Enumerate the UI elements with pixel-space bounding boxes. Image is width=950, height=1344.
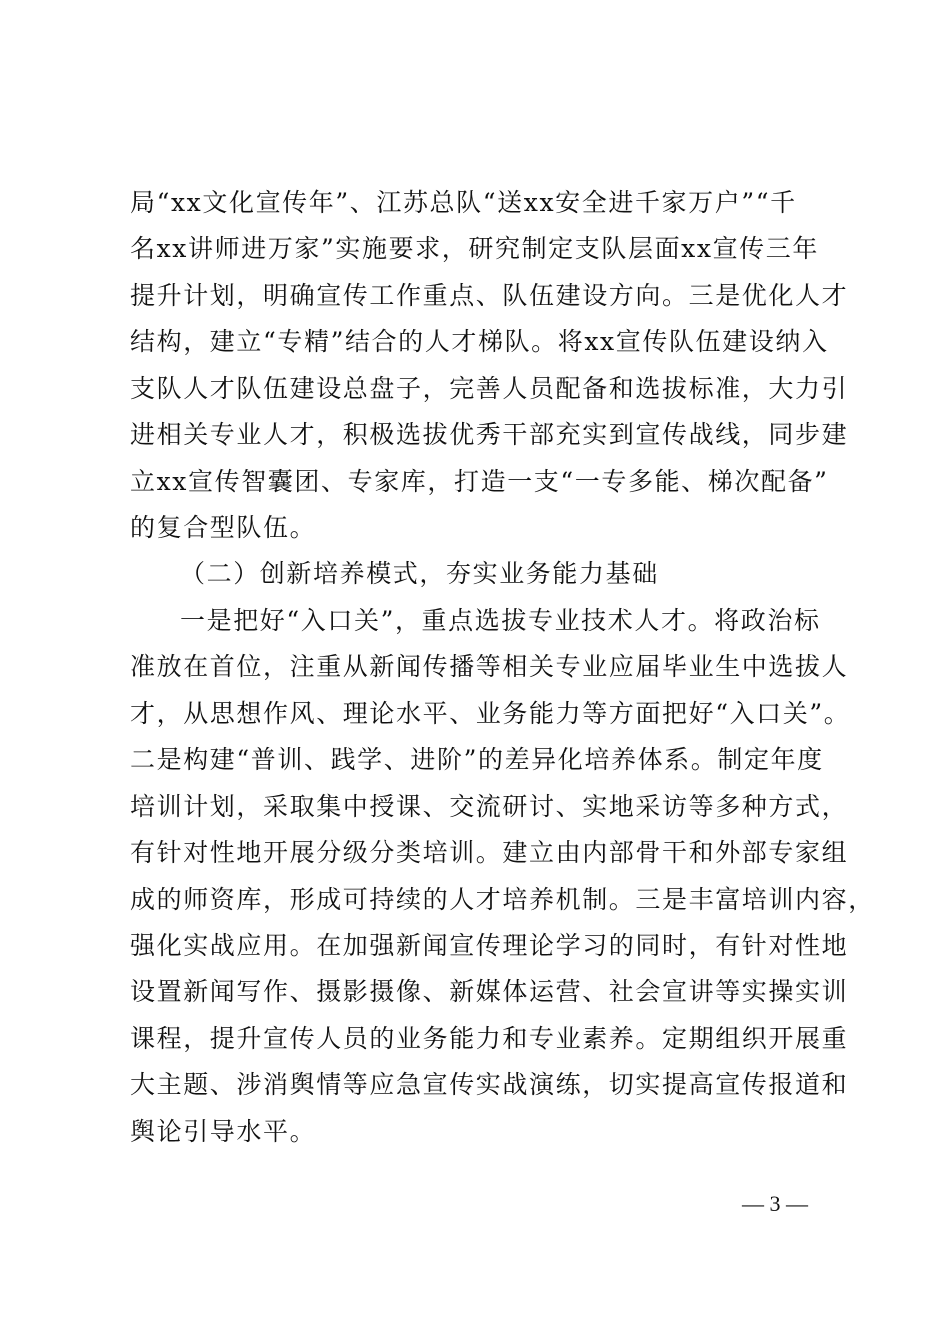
paragraph-line: 课程，提升宣传人员的业务能力和专业素养。定期组织开展重 [130, 1024, 849, 1053]
paragraph-line: 才，从思想作风、理论水平、业务能力等方面把好“入口关”。 [130, 699, 851, 728]
paragraph-line: 支队人才队伍建设总盘子，完善人员配备和选拔标准，大力引 [130, 374, 849, 403]
paragraph-line: 名xx讲师进万家”实施要求，研究制定支队层面xx宣传三年 [130, 234, 819, 263]
paragraph-line: 二是构建“普训、践学、进阶”的差异化培养体系。制定年度 [130, 745, 824, 774]
paragraph-line: 准放在首位，注重从新闻传播等相关专业应届毕业生中选拔人 [130, 652, 849, 681]
paragraph-line: 的复合型队伍。 [130, 513, 317, 542]
paragraph-line: 强化实战应用。在加强新闻宣传理论学习的同时，有针对性地 [130, 931, 849, 960]
paragraph-line: 设置新闻写作、摄影摄像、新媒体运营、社会宣讲等实操实训 [130, 977, 849, 1006]
paragraph-line: 培训计划，采取集中授课、交流研讨、实地采访等多种方式， [130, 792, 849, 821]
paragraph-line: 舆论引导水平。 [130, 1117, 317, 1146]
page-number: — 3 — [742, 1191, 808, 1216]
paragraph-line: 局“xx文化宣传年”、江苏总队“送xx安全进千家万户”“千 [130, 188, 797, 217]
paragraph-line: 一是把好“入口关”，重点选拔专业技术人才。将政治标 [180, 606, 821, 635]
paragraph-line: 结构，建立“专精”结合的人才梯队。将xx宣传队伍建设纳入 [130, 327, 829, 356]
paragraph-line: 大主题、涉消舆情等应急宣传实战演练，切实提高宣传报道和 [130, 1070, 849, 1099]
paragraph-line: 进相关专业人才，积极选拔优秀干部充实到宣传战线，同步建 [130, 420, 849, 449]
paragraph-line: 有针对性地开展分级分类培训。建立由内部骨干和外部专家组 [130, 838, 849, 867]
paragraph-line: 立xx宣传智囊团、专家库，打造一支“一专多能、梯次配备” [130, 467, 829, 496]
section-heading: （二）创新培养模式，夯实业务能力基础 [180, 559, 659, 588]
paragraph-line: 提升计划，明确宣传工作重点、队伍建设方向。三是优化人才 [130, 281, 849, 310]
paragraph-line: 成的师资库，形成可持续的人才培养机制。三是丰富培训内容， [130, 885, 875, 914]
